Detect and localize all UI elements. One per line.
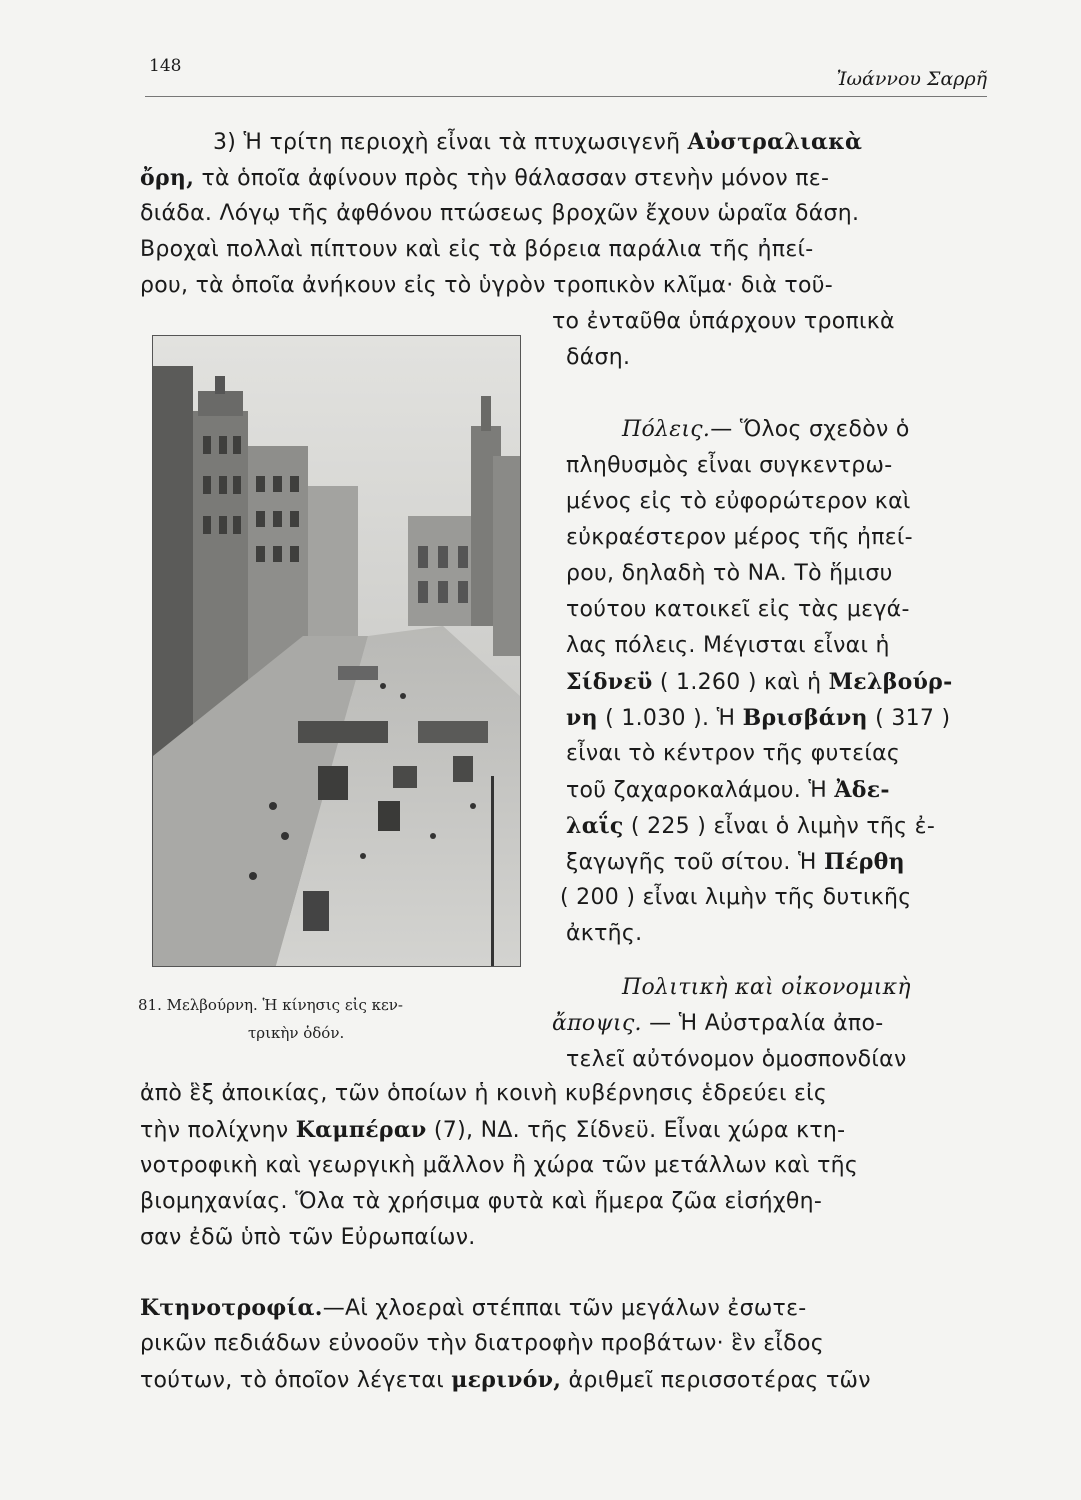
text-line [566, 668, 953, 698]
text-line: σαν ἐδῶ ὑπὸ τῶν Εὐρωπαίων. [140, 1225, 476, 1250]
text-span: ( 317 ) [867, 706, 951, 731]
text-line: ρικῶν πεδιάδων εὐνοοῦν τὴν διατροφὴν προβάτων· ἓν εἶδος [140, 1331, 824, 1356]
text-line [622, 416, 910, 446]
text-line: Βροχαὶ πολλαὶ πίπτουν καὶ εἰς τὰ βόρεια παράλια τῆς ἠπεί- [140, 237, 814, 262]
text-line [566, 812, 935, 842]
bold-term: μερινόν, [451, 1367, 562, 1393]
text-line: ρου, δηλαδὴ τὸ ΝΑ. Τὸ ἥμισυ [566, 561, 893, 586]
text-line: λας πόλεις. Μέγισται εἶναι ἡ [566, 633, 890, 658]
text-span: 3) Ἡ τρίτη περιοχὴ εἶναι τὰ πτυχωσιγενῆ [213, 130, 688, 155]
text-line: διάδα. Λόγῳ τῆς ἀφθόνου πτώσεως βροχῶν ἔχουν ὡραῖα δάση. [140, 201, 860, 226]
text-line [140, 164, 829, 194]
text-line [566, 704, 950, 734]
text-line: το ἐνταῦθα ὑπάρχουν τροπικὰ [552, 309, 895, 334]
bold-term: Ἀδε- [834, 777, 890, 803]
text-line: εἶναι τὸ κέντρον τῆς φυτείας [566, 741, 901, 766]
figure-caption: 81. Μελβούρνη. Ἡ κίνησις εἰς κεν- [138, 996, 403, 1014]
section-heading-political-cont: ἄποψις. [552, 1011, 642, 1036]
section-heading-cities: Πόλεις. [622, 417, 711, 442]
section-heading-livestock: Κτηνοτροφία. [140, 1295, 323, 1321]
text-line [552, 1010, 883, 1040]
text-line [566, 848, 905, 878]
page-header [145, 56, 987, 97]
text-span: τὴν πολίχνην [140, 1118, 296, 1143]
text-line [622, 974, 911, 1004]
bold-term: Σίδνεϋ [566, 669, 653, 695]
page-number: 148 [149, 56, 182, 76]
melbourne-street-photo [152, 335, 521, 967]
text-span: ( 1.030 ). Ἡ [597, 706, 743, 731]
text-span: —Αἱ χλοεραὶ στέππαι τῶν μεγάλων ἐσωτε- [322, 1296, 807, 1321]
bold-term: λαΐς [566, 813, 624, 839]
bold-term: Πέρθη [824, 849, 905, 875]
bold-term: ὄρη, [140, 165, 195, 191]
text-span: ( 225 ) εἶναι ὁ λιμὴν τῆς ἐ- [623, 814, 936, 839]
text-line: ( 200 ) εἶναι λιμὴν τῆς δυτικῆς [560, 885, 912, 910]
text-line: ἀπὸ ἓξ ἀποικίας, τῶν ὁποίων ἡ κοινὴ κυβέρνησις ἑδρεύει εἰς [140, 1081, 828, 1106]
text-line: βιομηχανίας. Ὅλα τὰ χρήσιμα φυτὰ καὶ ἥμερα ζῶα εἰσήχθη- [140, 1189, 823, 1214]
text-line: τελεῖ αὐτόνομον ὁμοσπονδίαν [566, 1047, 907, 1072]
bold-term: Αὐστραλιακὰ [687, 129, 863, 155]
text-line [213, 128, 862, 158]
text-line [140, 1366, 871, 1396]
text-line: εὐκραέστερον μέρος τῆς ἠπεί- [566, 525, 913, 550]
text-line: νοτροφικὴ καὶ γεωργικὴ μᾶλλον ἢ χώρα τῶν μετάλλων καὶ τῆς [140, 1153, 859, 1178]
text-span: — Ἡ Αὐστραλία ἀπο- [641, 1011, 884, 1036]
text-line: τούτου κατοικεῖ εἰς τὰς μεγά- [566, 597, 910, 622]
bold-term: νη [566, 705, 598, 731]
text-line: ρου, τὰ ὁποῖα ἀνήκουν εἰς τὸ ὑγρὸν τροπικὸν κλῖμα· διὰ τοῦ- [140, 273, 834, 298]
running-title: Ἰωάννου Σαρρῆ [836, 68, 987, 90]
bold-term: Μελβούρ- [828, 669, 953, 695]
text-line [566, 776, 890, 806]
text-line [140, 1294, 807, 1324]
figure-caption-cont: τρικὴν ὁδόν. [248, 1024, 345, 1042]
text-span: ξαγωγῆς τοῦ σίτου. Ἡ [566, 850, 824, 875]
section-heading-political: Πολιτικὴ καὶ οἰκονομικὴ [622, 975, 911, 1000]
text-span: ( 1.260 ) καὶ ἡ [652, 670, 829, 695]
text-span: τοῦ ζαχαροκαλάμου. Ἡ [566, 778, 835, 803]
text-span: τὰ ὁποῖα ἀφίνουν πρὸς τὴν θάλασσαν στενὴν μόνον πε- [194, 166, 830, 191]
text-span: ἀριθμεῖ περισσοτέρας τῶν [561, 1368, 871, 1393]
text-line: ἀκτῆς. [566, 921, 643, 946]
bold-term: Καμπέραν [295, 1117, 427, 1143]
text-line: μένος εἰς τὸ εὐφορώτερον καὶ [566, 489, 911, 514]
text-span: — Ὅλος σχεδὸν ὁ [710, 417, 910, 442]
text-span: τούτων, τὸ ὁποῖον λέγεται [140, 1368, 452, 1393]
text-line: πληθυσμὸς εἶναι συγκεντρω- [566, 453, 893, 478]
text-line [140, 1116, 845, 1146]
text-span: (7), ΝΔ. τῆς Σίδνεϋ. Εἶναι χώρα κτη- [426, 1118, 846, 1143]
bold-term: Βρισβάνη [742, 705, 868, 731]
text-line: δάση. [566, 345, 631, 370]
